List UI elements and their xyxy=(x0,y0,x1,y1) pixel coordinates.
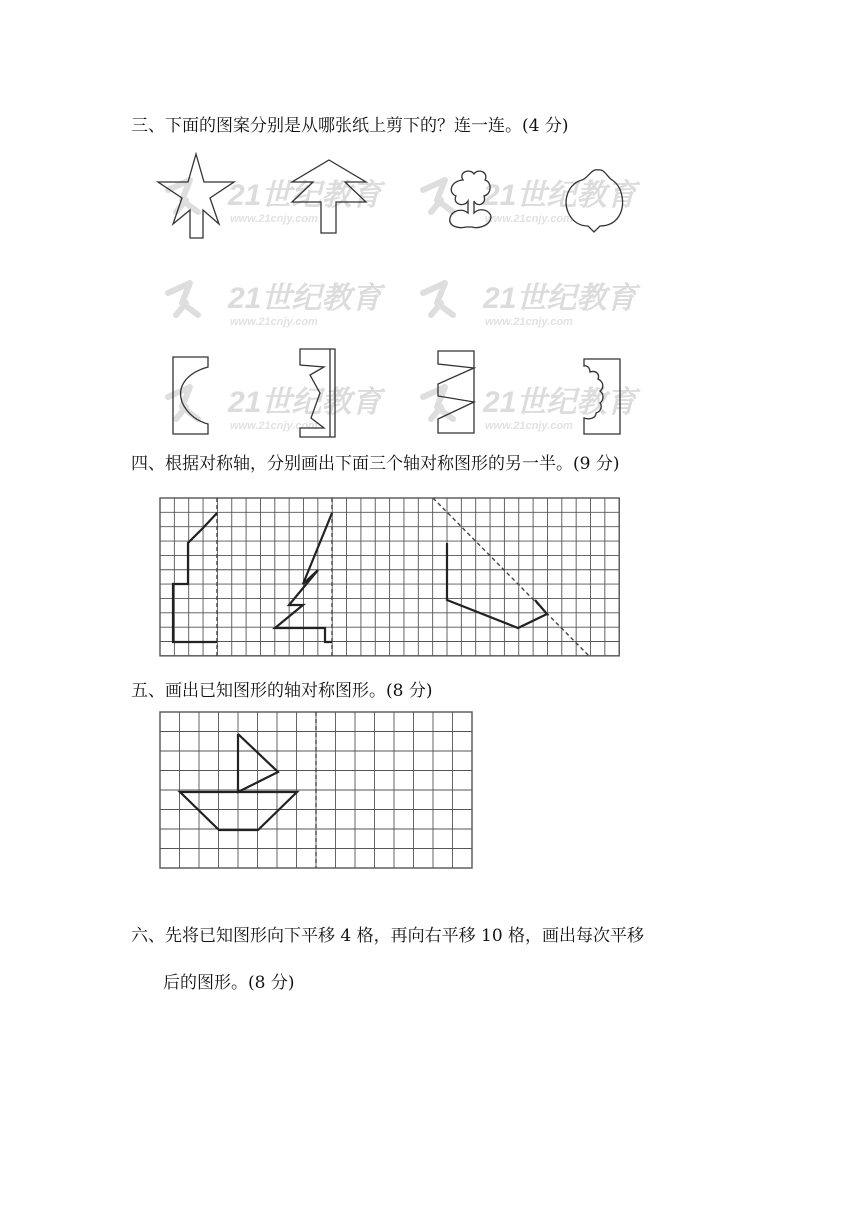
question-6-title-line-1: 六、先将已知图形向下平移 4 格，再向右平移 10 格，画出每次平移 xyxy=(131,926,645,946)
watermark-logo: 21世纪教育 xyxy=(483,179,637,212)
watermark-url: www.21cnjy.com xyxy=(485,213,573,225)
watermark-url: www.21cnjy.com xyxy=(485,420,573,432)
watermark-url: www.21cnjy.com xyxy=(230,213,318,225)
watermark-url: www.21cnjy.com xyxy=(485,316,573,328)
watermark-url: www.21cnjy.com xyxy=(230,420,318,432)
watermark-logo: 21世纪教育 xyxy=(483,282,637,315)
sail-shape xyxy=(238,734,278,792)
question-6-title-line-2: 后的图形。(8 分) xyxy=(163,973,295,993)
question-3-title: 三、下面的图案分别是从哪张纸上剪下的？连一连。(4 分) xyxy=(131,116,569,136)
watermark-logo: 21世纪教育 xyxy=(228,179,382,212)
watermark-logo: 21世纪教育 xyxy=(228,282,382,315)
boat-hull xyxy=(180,792,297,830)
watermark-url: www.21cnjy.com xyxy=(230,316,318,328)
watermark-logo: 21世纪教育 xyxy=(228,386,382,419)
watermark-logo: 21世纪教育 xyxy=(483,386,637,419)
question-4-title: 四、根据对称轴，分别画出下面三个轴对称图形的另一半。(9 分) xyxy=(131,454,620,474)
question-5-title: 五、画出已知图形的轴对称图形。(8 分) xyxy=(131,681,433,701)
